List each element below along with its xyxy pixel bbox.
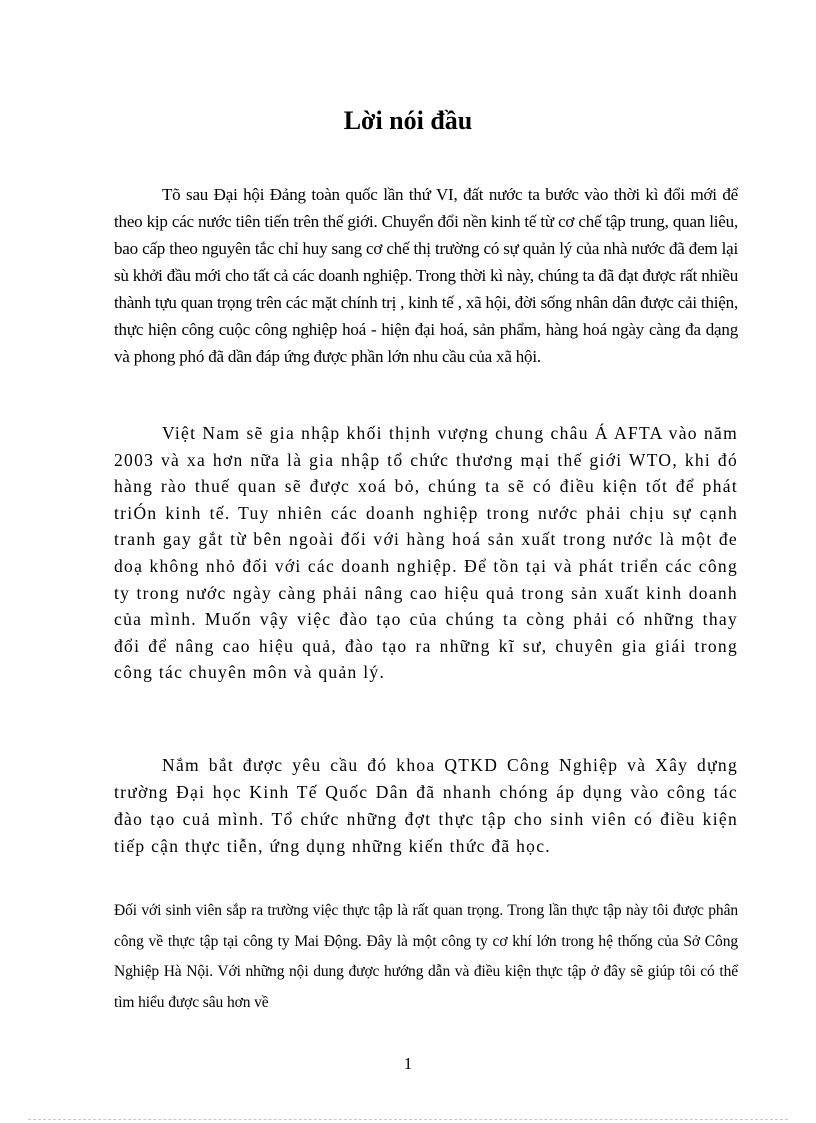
paragraph-faculty: Nắm bắt được yêu cầu đó khoa QTKD Công Nghiệp và Xây dựng trường Đại học Kinh Tế Quốc Dân đã nhanh chóng áp dụng vào công tác đào tạo cuả mình. Tổ chức những đợt thực tập cho sinh viên có điều kiện tiếp cận thực tiễn, ứng dụng những kiến thức đã học. [114, 755, 738, 856]
paragraph-intro: Tõ sau Đại hội Đảng toàn quốc lần thứ VI, đất nước ta bước vào thời kì đổi mới để theo kịp các nước tiên tiến trên thế giới. Chuyển đổi nền kinh tế từ cơ chế tập trung, quan liêu, bao cấp theo nguyên tắc chỉ huy sang cơ chế thị trường có sự quản lý của nhà nước đã đem lại sù khởi đầu mới cho tất cả các doanh nghiệp. Trong thời kì này, chúng ta đã đạt được rất nhiều thành tựu quan trọng trên các mặt chính trị , kinh tế , xã hội, đời sống nhân dân được cải thiện, thực hiện công cuộc công nghiệp hoá - hiện đại hoá, sản phẩm, hàng hoá ngày càng đa dạng và phong phó đã dần đáp ứng được phần lớn nhu cầu của xã hội. [114, 185, 738, 366]
page-number: 1 [403, 1054, 413, 1073]
page-bottom-divider [28, 1119, 788, 1120]
paragraph-internship: Đối với sinh viên sắp ra trường việc thực tập là rất quan trọng. Trong lần thực tập này tôi được phân công về thực tập tại công ty Mai Động. Đây là một công ty cơ khí lớn trong hệ thống của Sở Công Nghiệp Hà Nội. Với những nội dung được hướng dẫn và điều kiện thực tập ở đây sẽ giúp tôi có thể tìm hiểu được sâu hơn về [114, 902, 738, 1011]
page-title: Lời nói đầu [343, 106, 473, 135]
paragraph-vietnam-afta: Việt Nam sẽ gia nhập khối thịnh vượng chung châu Á AFTA vào năm 2003 và xa hơn nữa là gia nhập tổ chức thương mại thế giới WTO, khi đó hàng rào thuế quan sẽ được xoá bỏ, chúng ta sẽ có điều kiện tốt để phát triÓn kinh tế. Tuy nhiên các doanh nghiệp trong nước phải chịu sự cạnh tranh gay gắt từ bên ngoài đối với hàng hoá sản xuất trong nước là một đe doạ không nhỏ đối với các doanh nghiệp. Để tồn tại và phát triển các công ty trong nước ngày càng phải nâng cao hiệu quả trong sản xuất kinh doanh của mình. Muốn vậy việc đào tạo của chúng ta còng phải có những thay đổi để nâng cao hiệu quả, đào tạo ra những kĩ sư, chuyên gia giái trong công tác chuyên môn và quản lý. [114, 423, 738, 683]
